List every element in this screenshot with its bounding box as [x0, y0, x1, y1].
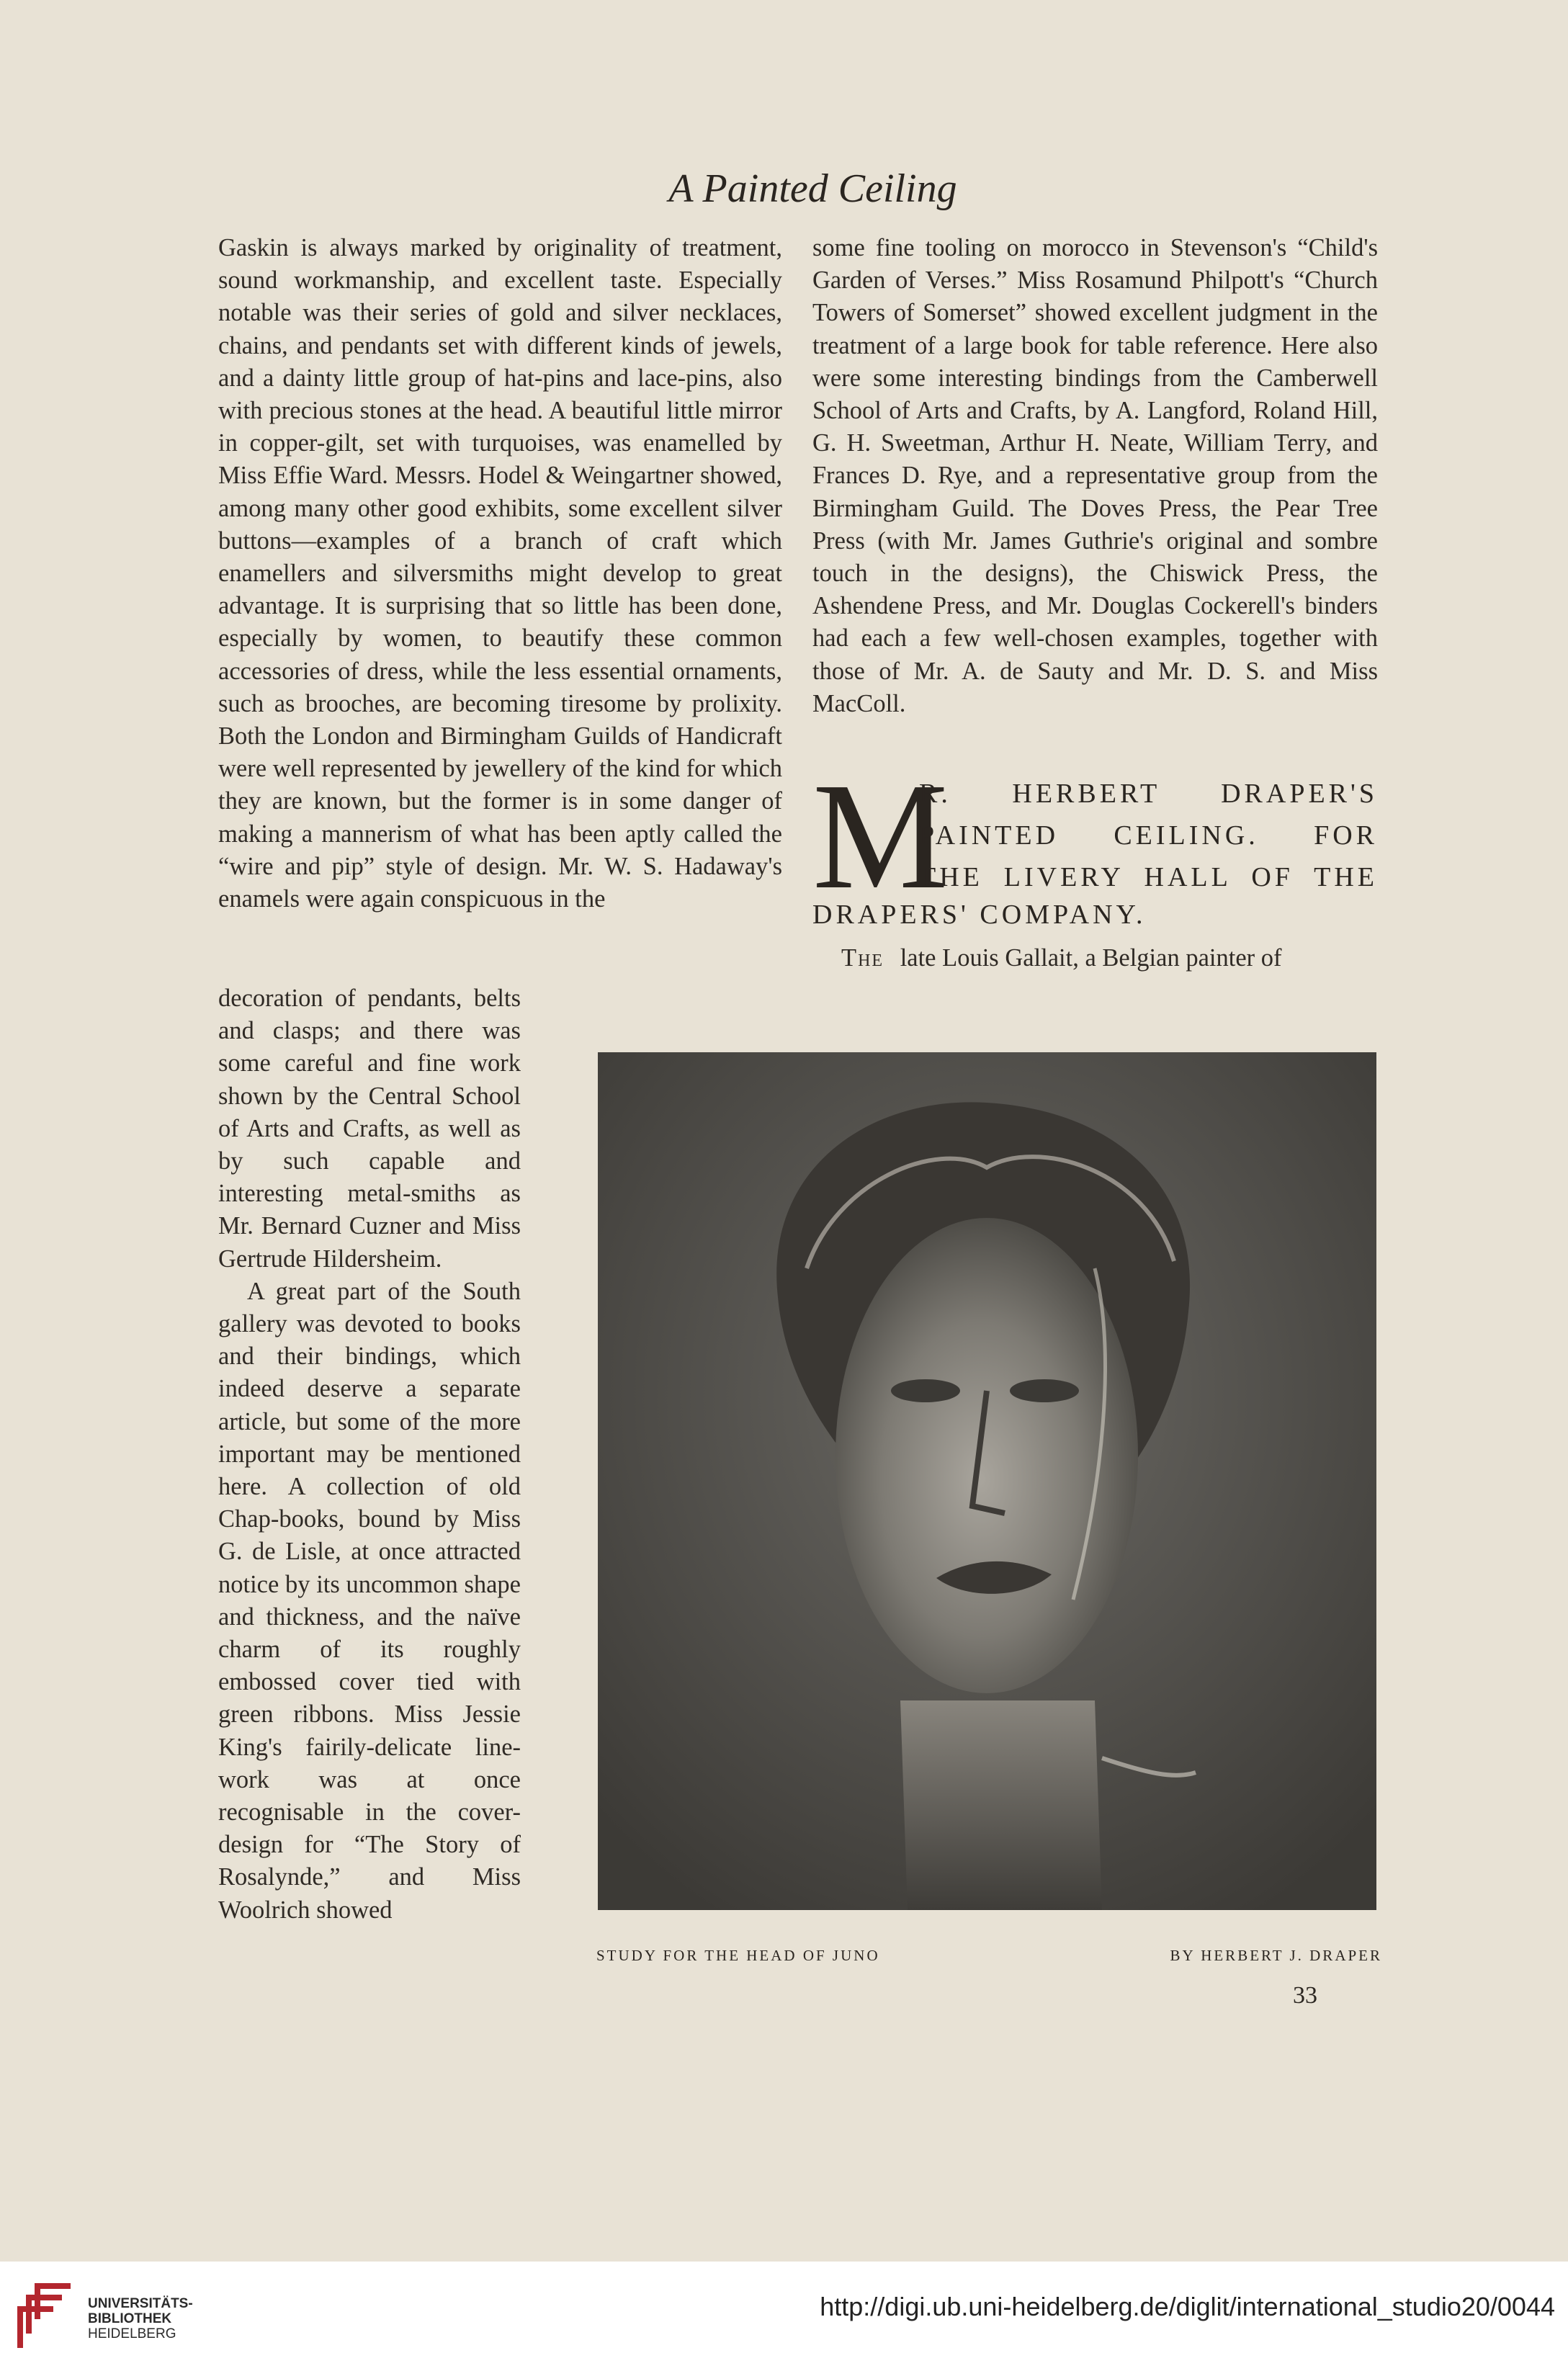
heading-line: PAINTED CEILING. FOR [919, 820, 1378, 851]
source-url-link[interactable]: http://digi.ub.uni-heidelberg.de/diglit/international_studio20/0044 [820, 2292, 1555, 2321]
opening-text: late Louis Gallait, a Belgian painter of [900, 944, 1282, 972]
paragraph: A great part of the South gallery was devoted to books and their bindings, which indeed deserve a separate article, but some of the more important may be mentioned here. A collection of old Chap-books, bound by Miss G. de Lisle, at once attracted notice by its uncommon shape and thickness, and the naïve charm of its roughly embossed cover tied with green ribbons. Miss Jessie King's fairily-delicate line-work was at once recognisable in the cover-design for “The Story of Rosalynde,” and Miss Woolrich showed [218, 1277, 521, 1924]
paragraph: some fine tooling on morocco in Stevenson's “Child's Garden of Verses.” Miss Rosamund Philpott's “Church Towers of Somerset” showed excellent judgment in the treatment of a large book for table reference. Here also were some interesting bindings from the Camberwell School of Arts and Crafts, by A. Langford, Roland Hill, G. H. Sweetman, Arthur H. Neate, William Terry, and Frances D. Rye, and a representative group from the Birmingham Guild. The Doves Press, the Pear Tree Press (with Mr. James Guthrie's original and sombre touch in the designs), the Chiswick Press, the Ashendene Press, and Mr. Douglas Cockerell's binders had each a few well-chosen examples, together with those of Mr. A. de Sauty and Mr. D. S. and Miss MacColl. [812, 234, 1378, 717]
right-column-upper [812, 232, 1378, 720]
figure-caption-title: STUDY FOR THE HEAD OF JUNO [596, 1947, 880, 1964]
page-number: 33 [1293, 1982, 1317, 2009]
paragraph: Gaskin is always marked by originality of treatment, sound workmanship, and excellent taste. Especially notable was their series of gold and silver necklaces, chains, and pendants set with different kinds of jewels, and a dainty little group of hat-pins and lace-pins, also with precious stones at the head. A beautiful little mirror in copper-gilt, set with turquoises, was enamelled by Miss Effie Ward. Messrs. Hodel & Weingartner showed, among many other good exhibits, some excellent silver buttons—examples of a branch of craft which enamellers and silversmiths might develop to great advantage. It is surprising that so little has been done, especially by women, to beautify these common accessories of dress, while the less essential ornaments, such as brooches, are becoming tiresome by prolixity. Both the London and Birmingham Guilds of Handicraft were well represented by jewellery of the kind for which they are known, but the former is in some danger of making a mannerism of what has been aptly called the “wire and pip” style of design. Mr. W. S. Hadaway's enamels were again conspicuous in the [218, 234, 782, 913]
lead-in: The [841, 944, 884, 972]
library-logo-icon [13, 2276, 85, 2352]
library-footer [0, 2262, 1568, 2371]
library-name [88, 2296, 193, 2341]
heading-line: THE LIVERY HALL OF THE [919, 862, 1378, 892]
drop-cap: M [812, 751, 949, 920]
figure-caption-artist: BY HERBERT J. DRAPER [1170, 1947, 1382, 1964]
heading-lines [919, 773, 1378, 898]
paragraph: decoration of pendants, belts and clasps; and there was some careful and fine work shown by the Central School of Arts and Crafts, as well as by such capable and interesting metal-smiths as Mr. Bernard Cuzner and Miss Gertrude Hildersheim. [218, 985, 521, 1273]
library-name-line: BIBLIOTHEK [88, 2311, 172, 2326]
running-head: A Painted Ceiling [668, 166, 957, 211]
article-heading [812, 751, 1378, 940]
heading-line: DRAPERS' COMPANY. [812, 900, 1147, 930]
portrait-study-image [598, 1052, 1376, 1910]
library-name-line: HEIDELBERG [88, 2326, 176, 2341]
left-column-narrow [218, 982, 521, 1927]
heading-line: R. HERBERT DRAPER'S [919, 779, 1378, 809]
library-name-line: UNIVERSITÄTS- [88, 2296, 193, 2311]
article-opening [812, 942, 1378, 974]
left-column-upper [218, 232, 782, 915]
